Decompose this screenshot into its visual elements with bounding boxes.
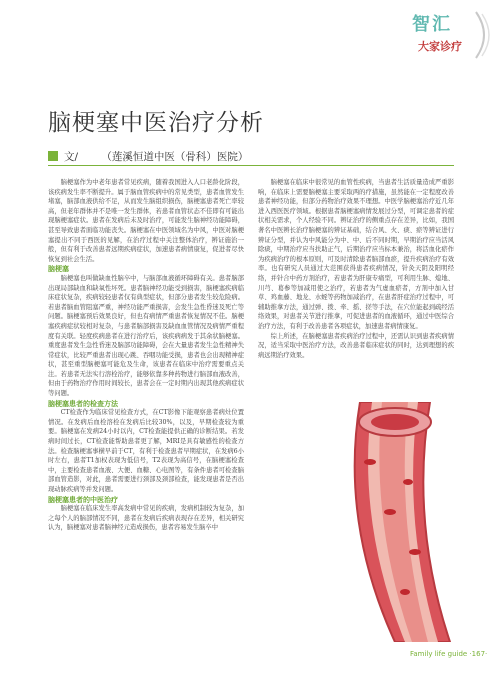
right-paragraph-1: 脑梗塞在临床中很常见的血管性疾病，当患者生活质量造成严重影响，在临床上需要脑梗塞主要采取两的疗措施，虽然能在一定程度改善患者神经功能，但部分药物治疗效果不理想。中医学脑梗塞治疗近几年进入西医医疗领域。根据患者脑梗塞病情发展过分型，可调定患者的症状相关需求，个人经验不同。辨证治疗的侧重点存在差异，比如，我国著名中医辨长治疗脑梗塞的辨证基础，结合风、火、痰、瘀等辨证进行辨证分型，并认为中风能分为中、中、后不同时期，早期治疗应当活风除痰，中期治疗应当扶助正气，后期治疗应当标本兼治，将活血化瘀作为疾病治疗的根本原则，可及时清除患者脑部血瘀，提升疾病治疗有效率。也有研究人员通过大范围获得患者疾病情况，针灸天阴及阳明经络，并针合中药方剂治疗，若患者为肝康专痛型，可利用生脉、熄地、川芎、葛参等加减用使之治疗，若患者为气虚血瘀者，方剂中加入甘草、鸡血藤、地龙、水蛭等药物加减治疗，在患者肝症治疗过程中，可辅助推拿方法，通过弹、拨、牵、摇、搓等手法，在穴位能起到疏经活络效果，对患者关节进行推拿，可促进患者的血液循环，通过中医综合治疗方法，有利于改善患者各项症状，加速患者病情康复。 — [258, 179, 454, 330]
section-heading-1: 脑梗塞 — [48, 264, 69, 274]
section-heading-2: 脑梗塞患者的检查方法 — [48, 398, 118, 408]
section-1-paragraph: 脑梗塞也叫做缺血性脑卒中，与脑部血液循环障碍有关。患者脑部出现局部缺血和缺氧性坏死。患者脑神经功能受到损害，脑梗塞疾病临床症状复杂，疾病较轻患者仅有典型症状，但部分患者发生较危险病。若患者脑血管阻塞严重，神经功能严重损害，会发生急性昏迷及死亡等问题。脑梗塞预后效果良好，但也有病情严重患者恢复情况不佳。脑梗塞疾病症状较相对复杂，与患者脑部损害及缺血血管情况及病情严重程度有关联。轻度疾病患者在进行治疗后，该疾病病发于其余状脑梗塞。重度患者发生急性昏迷及脑部功能障碍，会在大量患者发生急性精神失常症状，比较严重患者出现心跳、吞咽功能受损，患者也会出现精神症状，甚至重型脑梗塞可能危及生命，该患者在临床中治疗需要重点关注。若患者无法实行溶栓治疗，能够依靠多种药物进行脑部血液改善，但由于药物治疗作用时间较长，患者会在一定时期内出现其他疾病症状等问题。 — [48, 274, 244, 398]
logo-arc-icon — [472, 10, 494, 60]
logo-sub-text: 大家诊疗 — [418, 40, 462, 53]
author-divider — [48, 165, 454, 166]
author-prefix: 文/ — [64, 151, 79, 163]
section-heading-3: 脑梗塞患者的中医治疗 — [48, 494, 118, 504]
section-2-paragraph: CT检查作为临床常见检查方式，在CT影像下能观察患者病灶位置情况。在发病后血栓溶栓在发病后比较30%，以及，早期检查较为重要。脑梗塞在发病24小时以内，CT检查能提供正确的诊断结果。若发病时间过长，CT检查能帮助患者更了解，MRI是具有敏感性的检查方法。检查脑梗塞事横早前于CT，有利于检查患者早期症状，在发病6小时左右，患者T1加权表现为低信号，T2表现为高信号，在脑梗塞检查中，主要检查患者血液、大便、血糖、心电图等，有条件患者可检查脑部血管造影，对此，患者需要进行颈部及颈部检查，能发现患者是否出现动脉疾病等并发问题。 — [48, 409, 244, 493]
section-3-paragraph: 脑梗塞在临床发生率高发病中常见的疾病，发病机制较为复杂，加之每个人的脑部情况不同，患者在发病后疾病表现存在差异，相关研究认为，脑梗塞对患者脑神经元造成损伤，患者容易发生脑卒中 — [48, 505, 244, 532]
author-marker-icon — [48, 151, 58, 161]
author-affiliation: （莲溪恒道中医（骨科）医院） — [101, 151, 249, 163]
page-footer: Family life guide ·167· — [410, 650, 488, 658]
right-column — [258, 178, 454, 360]
brand-logo — [404, 6, 496, 64]
logo-main-text: 智汇 — [412, 14, 452, 35]
left-column — [48, 178, 244, 533]
right-paragraph-2: 综上所述，在脑梗塞患者疾病治疗过程中，还需认识到患者疾病情况，适当采取中医治疗方法，改善患者临床症状的同时，达到理想的疾病远期治疗效果。 — [258, 332, 454, 359]
author-line — [48, 150, 454, 164]
author-text — [64, 149, 248, 164]
blood-vessel-illustration — [300, 402, 500, 642]
page-title: 脑梗塞中医治疗分析 — [48, 110, 264, 136]
intro-paragraph: 脑梗塞作为中老年患者常见疾病，随着我国进入人口老龄化阶段，该疾病发生率不断提升。属于脑血管疾病中的常见类型，患者血管发生堵塞，脑部血液供给不足，从而发生脑组织损伤，脑梗塞患者死亡率较高，但老年群体并不是唯一发生群体，若患者血管状态不佳即有可能出现脑梗塞症状。患者在发病后未及时治疗，可能发生脑神经功能障碍，甚至导致患者面临功能丧失。脑梗塞在中医领域名为中风，中医对脑梗塞提出不同于西医的见解，在治疗过程中关注整体治疗，辨证施治一般，但有利于改善患者远期疾病症状，加速患者病情康复，促进者尽快恢复到社会生活。 — [48, 179, 244, 263]
